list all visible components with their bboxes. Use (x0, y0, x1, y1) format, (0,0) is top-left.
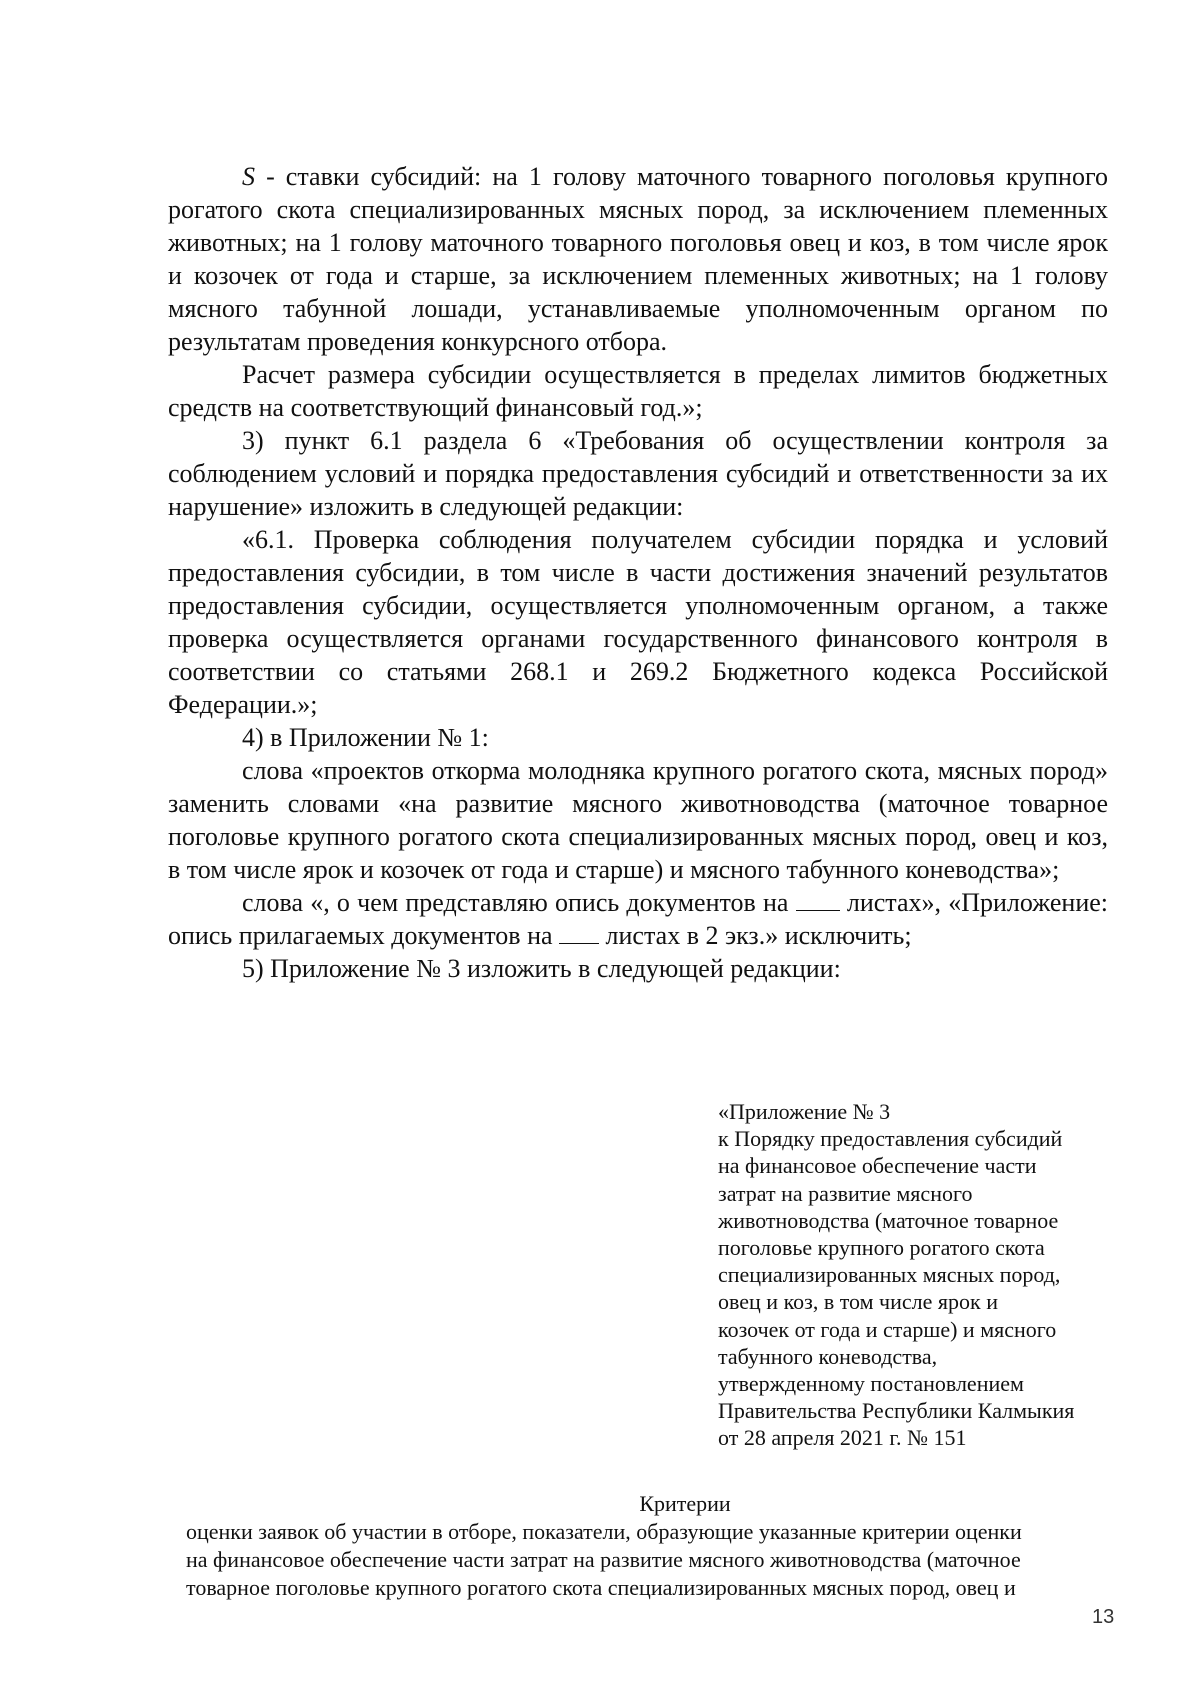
criteria-line: оценки заявок об участии в отборе, показатели, образующие указанные критерии оценки (186, 1519, 1022, 1544)
paragraph-calculation: Расчет размера субсидии осуществляется в пределах лимитов бюджетных средств на соответствующий финансовый год.»; (168, 360, 1108, 422)
criteria-line: на финансовое обеспечение части затрат на развитие мясного животноводства (маточное (186, 1547, 1021, 1572)
appendix-line: «Приложение № 3 (718, 1099, 891, 1124)
page-number: 13 (1092, 1606, 1115, 1628)
appendix-line: Правительства Республики Калмыкия (718, 1398, 1075, 1424)
paragraph-clause-6-1: «6.1. Проверка соблюдения получателем субсидии порядка и условий предоставления субсидии, в том числе в части достижения значений результатов предоставления субсидии, осуществляется уполномоченным органом, а также проверка осуществляется органами государственного финансового контроля в соответствии со статьями 268.1 и 269.2 Бюджетного кодекса Российской Федерации.»; (168, 525, 1108, 719)
paragraph-subsidy-rates (168, 160, 1108, 358)
appendix-line: овец и коз, в том числе ярок и (718, 1289, 998, 1315)
appendix-line: животноводства (маточное товарное (718, 1207, 1059, 1233)
appendix-line: на финансовое обеспечение части (718, 1153, 1037, 1179)
paragraph-item-3: 3) пункт 6.1 раздела 6 «Требования об осуществлении контроля за соблюдением условий и порядка предоставления субсидий и ответственности за их нарушение» изложить в следующей редакции: (168, 426, 1108, 521)
paragraph-text: листах», «Приложение: опись прилагаемых документов на (168, 888, 1108, 950)
blank-line (559, 923, 599, 944)
paragraph-words-exclude (168, 886, 1108, 952)
paragraph-text: - ставки субсидий: на 1 голову маточного товарного поголовья крупного рогатого скота специализированных мясных пород, за исключением племенных животных; на 1 голову маточного товарного поголовья овец и коз, в том числе ярок и козочек от года и старше, за исключением племенных животных; на 1 голову мясного табунной лошади, устанавливаемые уполномоченным органом по результатам проведения конкурсного отбора. (168, 162, 1108, 356)
main-text (168, 160, 1108, 985)
paragraph-text: листах в 2 экз.» исключить; (599, 921, 912, 950)
paragraph-words-replace: слова «проектов откорма молодняка крупного рогатого скота, мясных пород» заменить словами «на развитие мясного животноводства (маточное товарное поголовье крупного рогатого скота специализированных мясных пород, овец и коз, в том числе ярок и козочек от года и старше) и мясного табунного коневодства»; (168, 756, 1108, 884)
appendix-line: специализированных мясных пород, (718, 1262, 1061, 1288)
paragraph-item-4: 4) в Приложении № 1: (242, 723, 489, 752)
appendix-header (718, 1098, 1118, 1452)
paragraph-item-5: 5) Приложение № 3 изложить в следующей редакции: (242, 954, 841, 983)
appendix-line: затрат на развитие мясного (718, 1180, 973, 1206)
formula-symbol: S (242, 162, 255, 191)
blank-line (796, 890, 840, 911)
appendix-line: козочек от года и старше) и мясного (718, 1316, 1057, 1342)
criteria-title: Критерии (639, 1491, 731, 1516)
appendix-line: поголовье крупного рогатого скота (718, 1235, 1045, 1261)
criteria-line: товарное поголовье крупного рогатого скота специализированных мясных пород, овец и (186, 1575, 1016, 1600)
paragraph-text: слова «, о чем представляю опись документов на (242, 888, 796, 917)
appendix-line: от 28 апреля 2021 г. № 151 (718, 1425, 967, 1451)
criteria-description (186, 1518, 1106, 1602)
appendix-line: табунного коневодства, (718, 1343, 938, 1369)
appendix-line: утвержденному постановлением (718, 1371, 1024, 1397)
appendix-line: к Порядку предоставления субсидий (718, 1126, 1063, 1152)
